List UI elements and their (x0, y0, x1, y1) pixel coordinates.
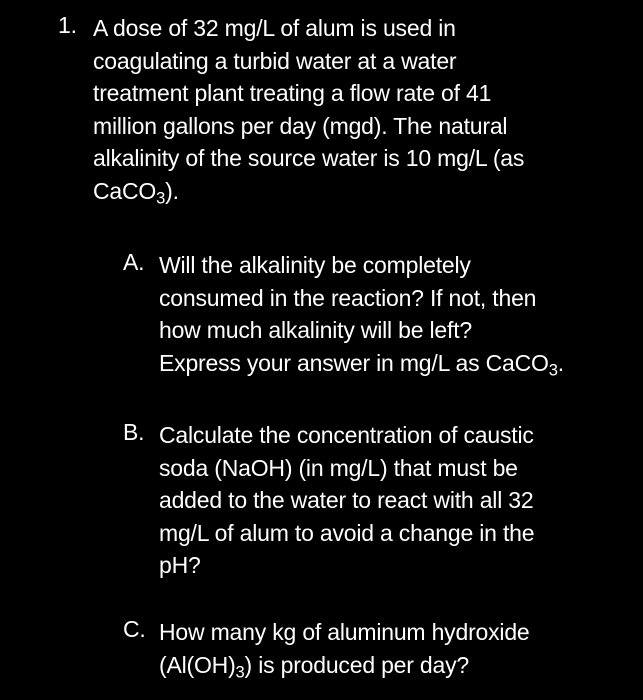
part-line: how much alkalinity will be left? (159, 317, 472, 343)
part-line (159, 649, 623, 682)
part-line: Will the alkalinity be completely (159, 252, 471, 278)
subscript: 3 (156, 188, 166, 208)
part-line: mg/L of alum to avoid a change in the (159, 519, 535, 546)
question-number: 1. (58, 12, 77, 38)
formula-text: Express your answer in mg/L as CaCO (159, 349, 549, 376)
part-line: pH? (159, 552, 201, 578)
part-line: Calculate the concentration of caustic (159, 422, 534, 448)
part-line: soda (NaOH) (in mg/L) that must be (159, 454, 518, 481)
part-text (159, 419, 623, 582)
part-letter: C. (123, 616, 146, 642)
part-text (159, 249, 623, 379)
question-line: treatment plant treating a flow rate of 41 (93, 80, 492, 106)
subscript: 3 (548, 360, 558, 380)
formula-tail: ) is produced per day? (244, 651, 470, 678)
part-a (123, 249, 623, 379)
question-line (93, 175, 628, 208)
formula-tail: . (557, 349, 564, 376)
question-1 (58, 12, 628, 207)
question-line: alkalinity of the source water is 10 mg/L (as (93, 145, 525, 171)
part-line: added to the water to react with all 32 (159, 487, 534, 513)
question-line: million gallons per day (mgd). The natural (93, 112, 508, 139)
part-line (159, 347, 623, 380)
formula-text: CaCO (93, 177, 157, 204)
formula-tail: ). (165, 177, 179, 204)
part-letter: B. (123, 419, 145, 445)
part-line: How many kg of aluminum hydroxide (159, 619, 530, 645)
question-text (93, 12, 628, 207)
part-c (123, 616, 623, 681)
part-text (159, 616, 623, 681)
part-b (123, 419, 623, 582)
question-line: A dose of 32 mg/L of alum is used in (93, 15, 456, 41)
formula-text: (Al(OH) (159, 651, 236, 678)
question-line: coagulating a turbid water at a water (93, 47, 457, 74)
part-line: consumed in the reaction? If not, then (159, 284, 537, 311)
subscript: 3 (235, 662, 245, 682)
part-letter: A. (123, 249, 145, 275)
